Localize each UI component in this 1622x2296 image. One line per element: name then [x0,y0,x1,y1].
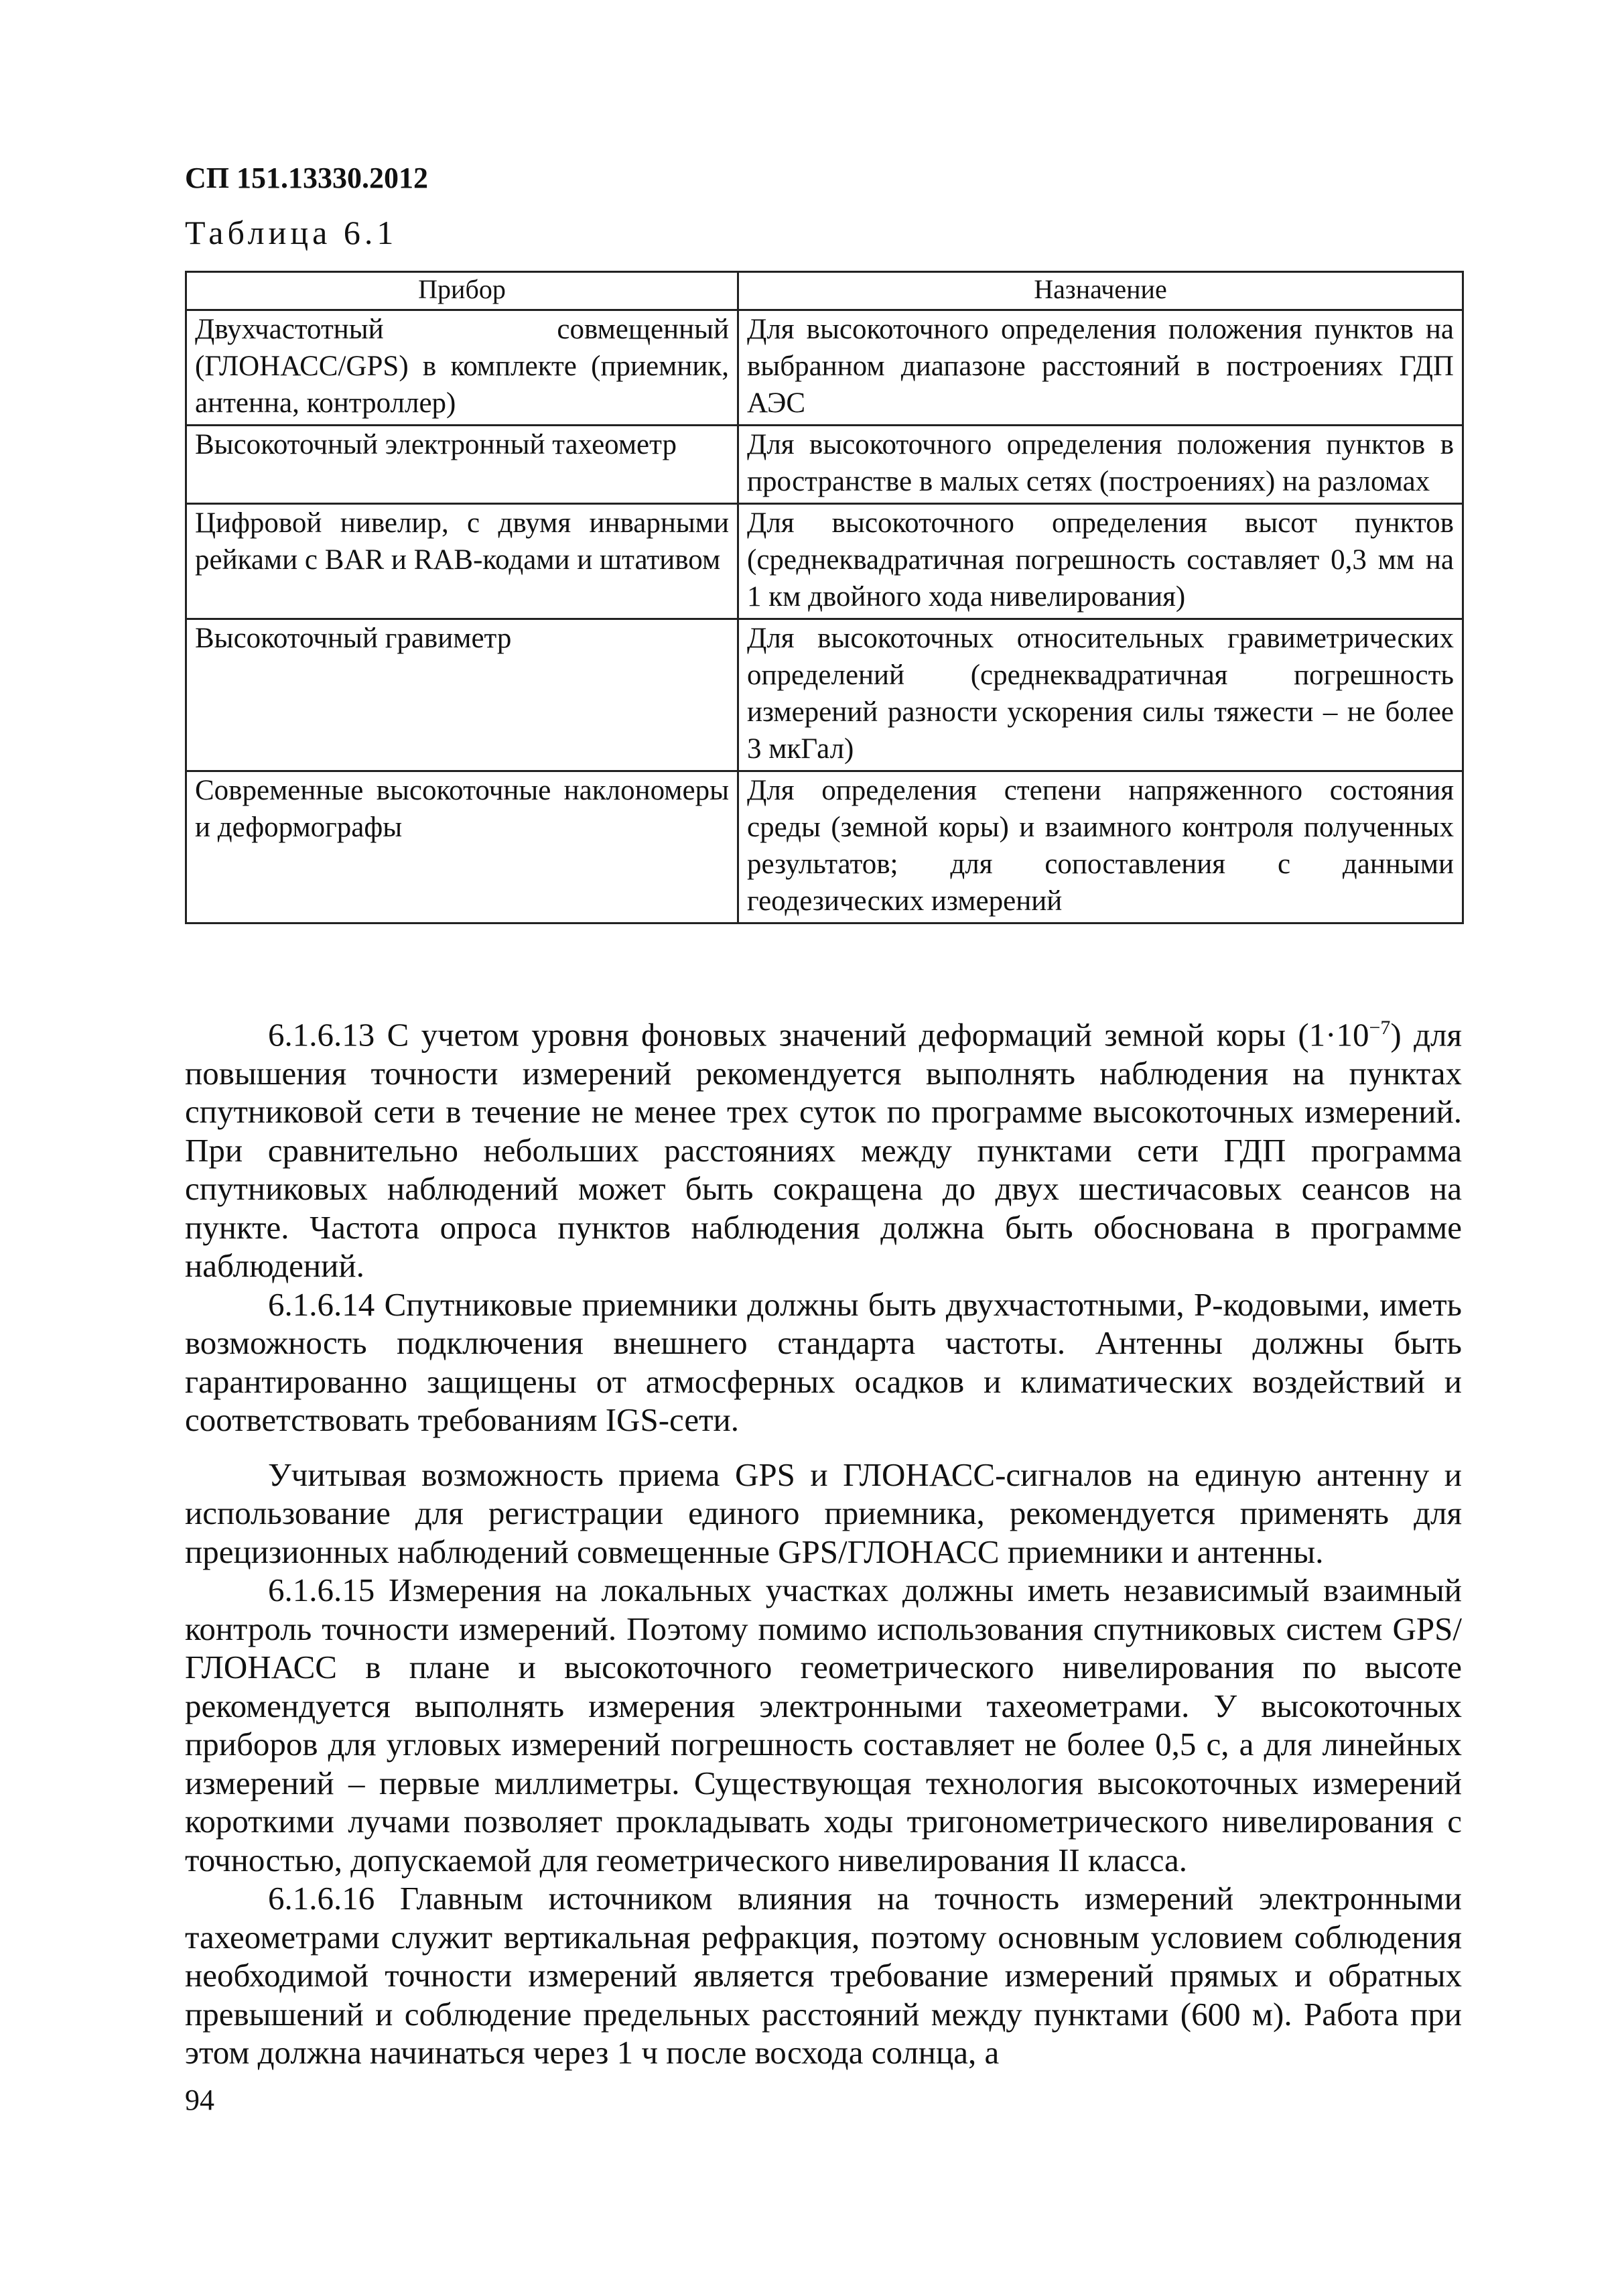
instrument-cell: Двухчастотный совмещенный (ГЛОНАСС/GPS) в комплекте (приемник, антенна, контроллер) [186,310,738,426]
instrument-cell: Высокоточный гравиметр [186,619,738,771]
instrument-cell: Современные высокоточные наклономеры и деформографы [186,771,738,923]
purpose-cell: Для высокоточных относительных гравиметрических определений (среднеквадратичная погрешность измерений разности ускорения силы тяжести – не более 3 мкГал) [738,619,1463,771]
table-caption: Таблица 6.1 [185,214,398,251]
paragraph-receivers: Учитывая возможность приема GPS и ГЛОНАСС-сигналов на единую антенну и использование для регистрации единого приемника, рекомендуется применять для прецизионных наблюдений совмещенные GPS/ГЛОНАСС приемники и антенны. [185,1456,1462,1570]
table-row [186,771,1463,923]
document-code: СП 151.13330.2012 [185,162,428,194]
page-number: 94 [185,2084,214,2116]
exponent: −7 [1369,1017,1391,1039]
instrument-cell: Высокоточный электронный тахеометр [186,426,738,504]
purpose-cell: Для определения степени напряженного состояния среды (земной коры) и взаимного контроля полученных результатов; для сопоставления с данными геодезических измерений [738,771,1463,923]
paragraph-text: ) для повышения точности измерений рекомендуется выполнять наблюдения на пунктах спутниковой сети в течение не менее трех суток по программе высокоточных измерений. При сравнительно небольших расстояниях между пунктами сети ГДП программа спутниковых наблюдений может быть сокращена до двух шестичасовых сеансов на пункте. Частота опроса пунктов наблюдения должна быть обоснована в программе наблюдений. [185,1016,1462,1285]
instrument-cell: Цифровой нивелир, с двумя инварными рейками с BAR и RAB-кодами и штативом [186,504,738,619]
paragraph-6-1-6-16: 6.1.6.16 Главным источником влияния на точность измерений электронными тахеометрами служит вертикальная рефракция, поэтому основным условием соблюдения необходимой точности измерений является требование измерений прямых и обратных превышений и соблюдение предельных расстояний между пунктами (600 м). Работа при этом должна начинаться через 1 ч после восхода солнца, а [185,1880,1462,2071]
purpose-cell: Для высокоточного определения положения пунктов в пространстве в малых сетях (построениях) на разломах [738,426,1463,504]
table-row [186,310,1463,426]
table-row [186,619,1463,771]
table-row [186,504,1463,619]
paragraph-6-1-6-13 [185,1009,1462,1285]
instruments-table [185,271,1464,924]
purpose-cell: Для высокоточного определения положения пунктов на выбранном диапазоне расстояний в построениях ГДП АЭС [738,310,1463,426]
column-header-instrument: Прибор [186,272,738,310]
table-header-row [186,272,1463,310]
body-text [185,1009,1462,2072]
table-row [186,426,1463,504]
paragraph-text: 6.1.6.13 С учетом уровня фоновых значений деформаций земной коры (1·10 [268,1016,1369,1054]
paragraph-6-1-6-14: 6.1.6.14 Спутниковые приемники должны быть двухчастотными, Р-кодовыми, иметь возможность подключения внешнего стандарта частоты. Антенны должны быть гарантированно защищены от атмосферных осадков и климатических воздействий и соответствовать требованиям IGS-сети. [185,1285,1462,1439]
purpose-cell: Для высокоточного определения высот пунктов (среднеквадратичная погрешность составляет 0,3 мм на 1 км двойного хода нивелирования) [738,504,1463,619]
paragraph-6-1-6-15: 6.1.6.15 Измерения на локальных участках должны иметь независимый взаимный контроль точности измерений. Поэтому помимо использования спутниковых систем GPS/ГЛОНАСС в плане и высокоточного геометрического нивелирования по высоте рекомендуется выполнять измерения электронными тахеометрами. У высокоточных приборов для угловых измерений погрешность составляет не более 0,5 с, а для линейных измерений – первые миллиметры. Существующая технология высокоточных измерений короткими лучами позволяет прокладывать ходы тригонометрического нивелирования с точностью, допускаемой для геометрического нивелирования II класса. [185,1572,1462,1878]
column-header-purpose: Назначение [738,272,1463,310]
